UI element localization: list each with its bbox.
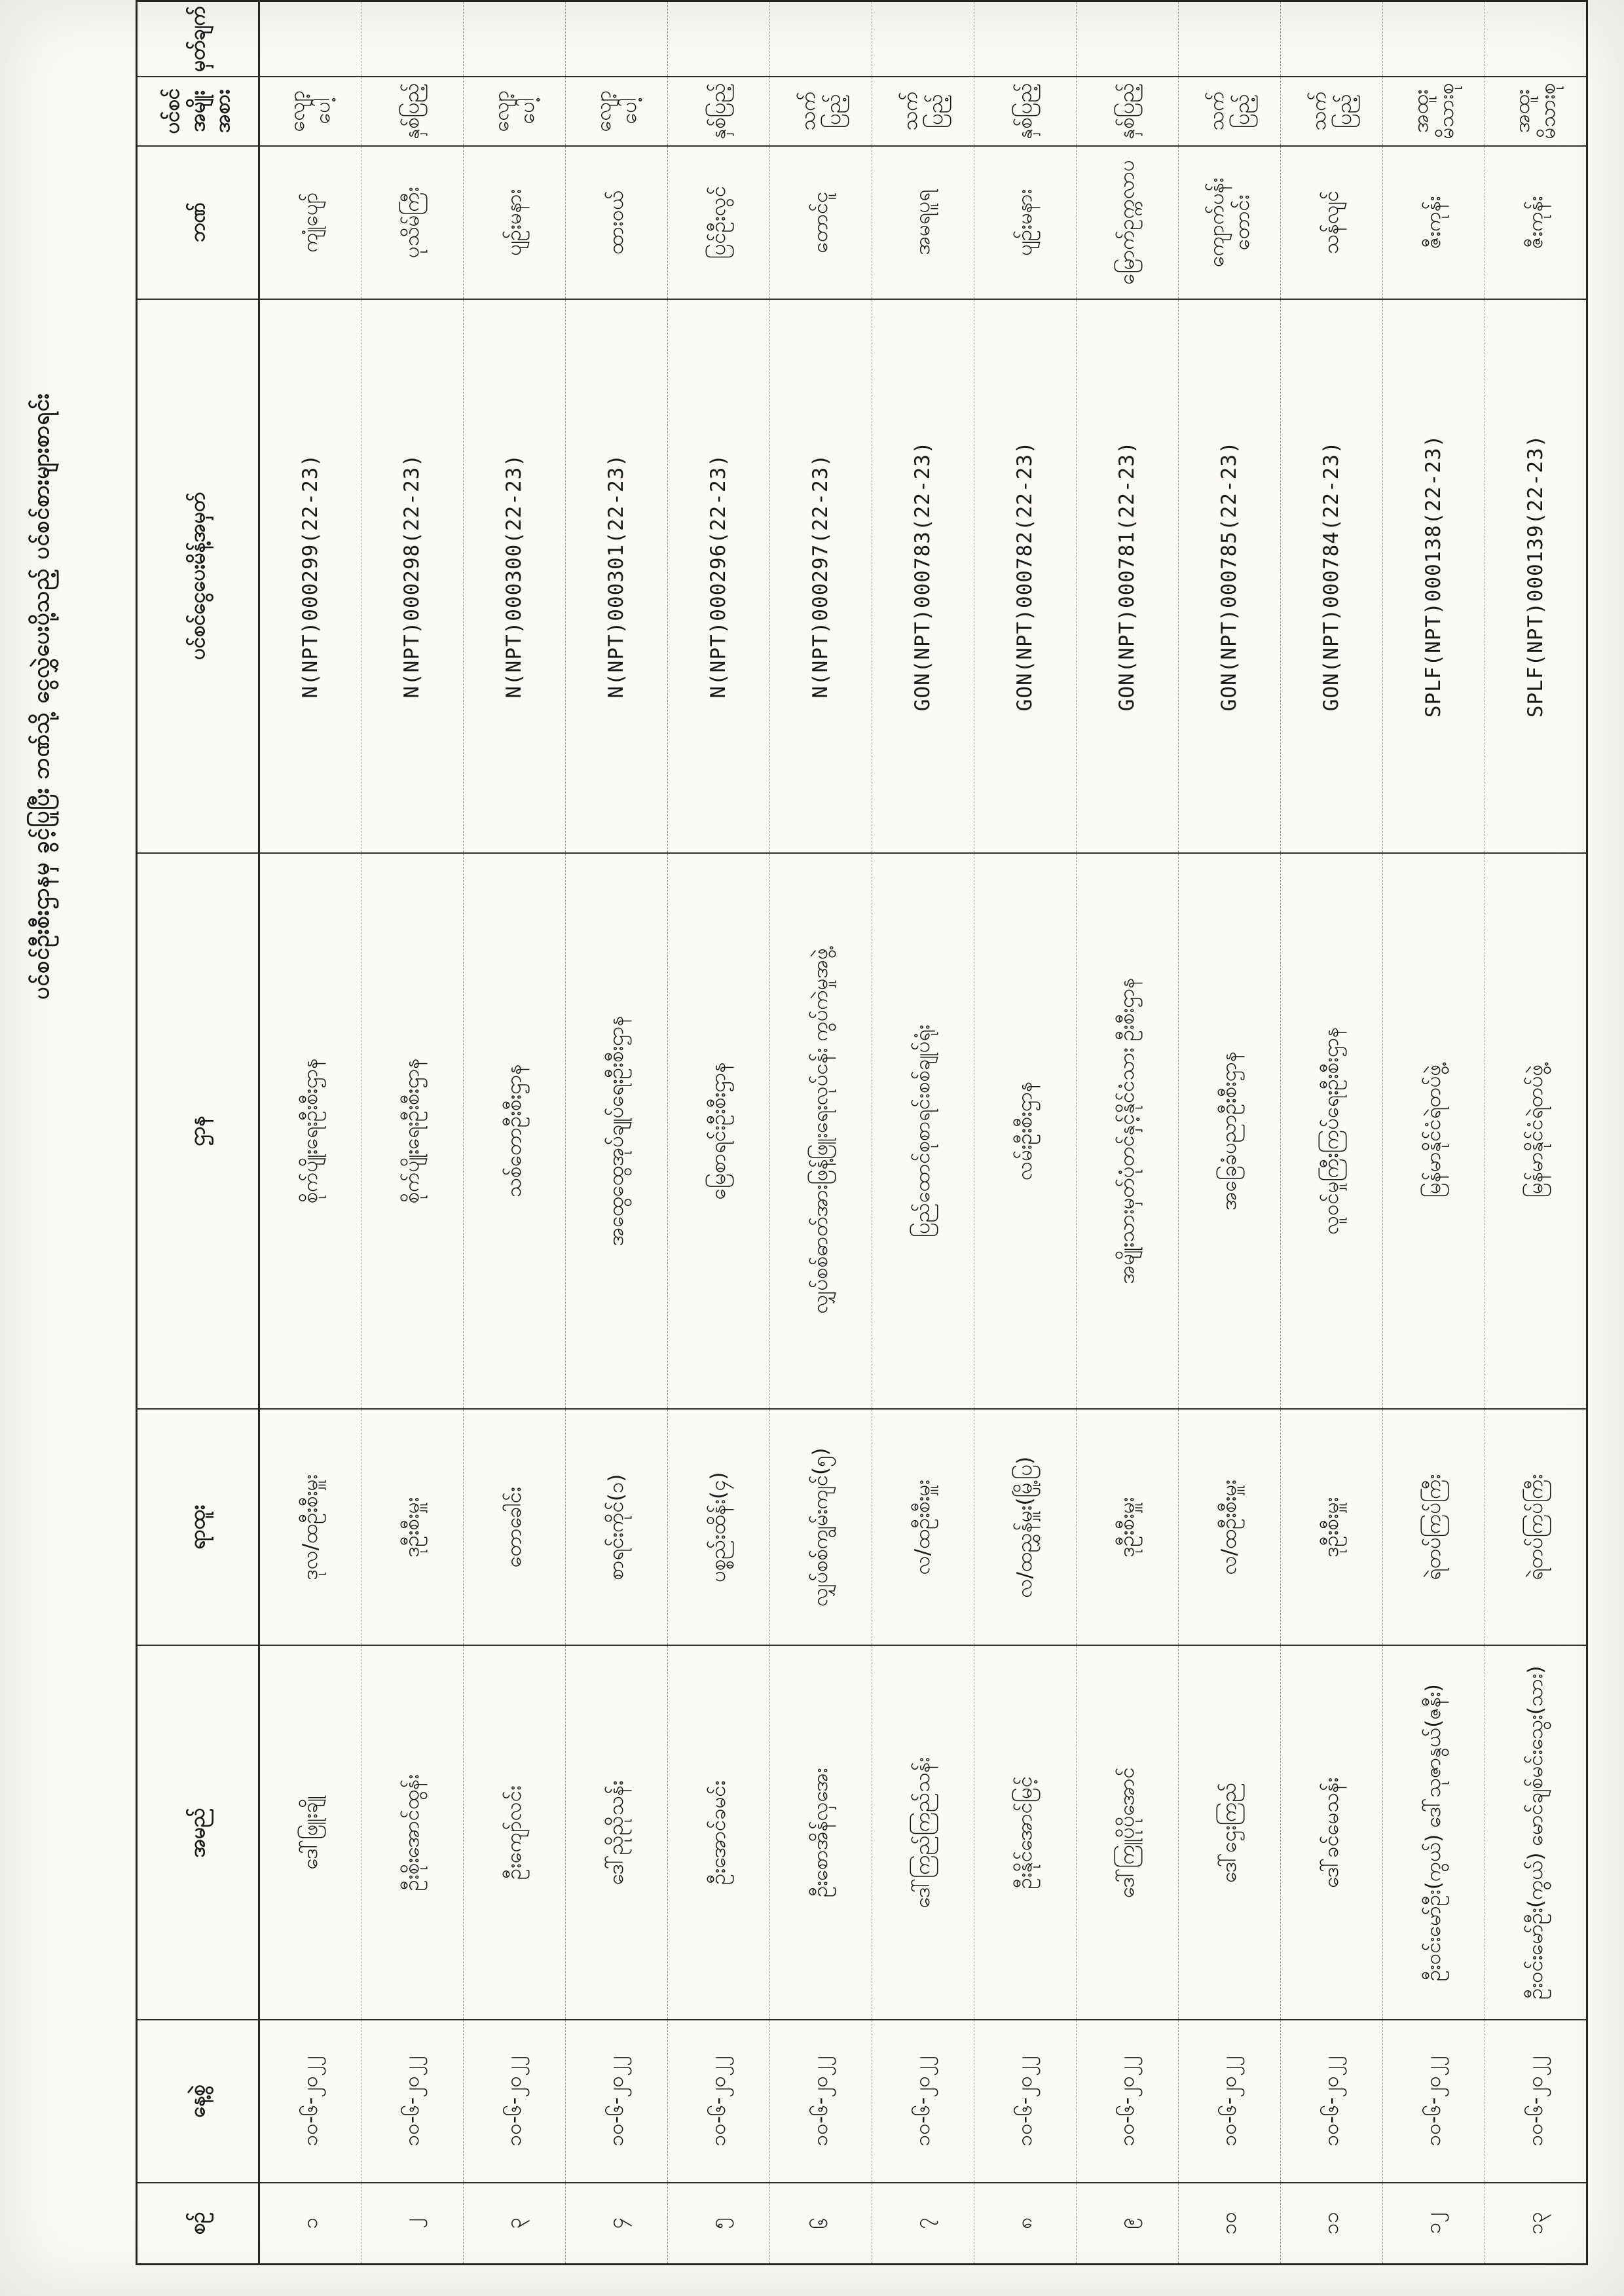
cell-license: N(NPT)000296(22-23) — [668, 299, 770, 853]
col-header-bank: ဘဏ် — [137, 146, 259, 299]
cell-position: လျှပ်စစ်ကျွမ်းကျင်(၅) — [770, 1409, 872, 1645]
col-header-date: နေ့စွဲ — [137, 2020, 259, 2183]
table-row — [872, 1, 974, 2265]
cell-date: ၁၀-၆-၂၀၂၂ — [1179, 2020, 1281, 2183]
cell-bank: ကျုံပျော် — [259, 146, 361, 299]
table-row — [974, 1, 1077, 2265]
table-row — [361, 1, 464, 2265]
cell-type: နှစ်ပြည့် — [668, 77, 770, 146]
cell-name: ဦးဝင်းမော်ဦး(ကွယ်) မောင်ချစ်မင်းသွေး(သား) — [1485, 1645, 1587, 2020]
cell-position: ဒုဦးစီးမှူး — [1077, 1409, 1179, 1645]
cell-remark — [1179, 1, 1281, 77]
cell-dept: သစ်တောဦးစီးဌာန — [464, 853, 566, 1409]
table-row — [1485, 1, 1587, 2265]
cell-license: N(NPT)000299(22-23) — [259, 299, 361, 853]
cell-license: N(NPT)000297(22-23) — [770, 299, 872, 853]
cell-type: သက်ပြည့် — [872, 77, 974, 146]
cell-no: ၁၁ — [1281, 2183, 1383, 2265]
cell-position: ဒုဦးစီးမှူး — [1281, 1409, 1383, 1645]
pension-table — [136, 0, 1588, 2265]
cell-bank: မြောက်ဥက္ကလာပ — [1077, 146, 1179, 299]
cell-remark — [770, 1, 872, 77]
col-header-name: အမည် — [137, 1645, 259, 2020]
cell-name: ဦးစိုးအောင်ထွန်း — [361, 1645, 464, 2020]
cell-remark — [259, 1, 361, 77]
col-header-dept: ဌာန — [137, 853, 259, 1409]
cell-date: ၁၀-၆-၂၀၂၂ — [1383, 2020, 1485, 2183]
cell-license: SPLF(NPT)000138(22-23) — [1383, 299, 1485, 853]
cell-name: ဒေါ်ညိုညိုသန်း — [566, 1645, 668, 2020]
cell-type: နှစ်ပြည့် — [361, 77, 464, 146]
cell-no: ၂ — [361, 2183, 464, 2265]
cell-dept: လူဝင်မှုကြီးကြပ်ရေးဦးစီးဌာန — [1281, 853, 1383, 1409]
cell-dept: စိုက်ပျိုးရေးဦးစီးဌာန — [259, 853, 361, 1409]
cell-no: ၈ — [974, 2183, 1077, 2265]
cell-bank: ဇီးကုန်း — [1383, 146, 1485, 299]
table-row — [770, 1, 872, 2265]
cell-license: GON(NPT)000782(22-23) — [974, 299, 1077, 853]
header-row — [137, 1, 259, 2265]
cell-dept: မြန်မာနိုင်ငံရဲတပ်ဖွဲ့ — [1485, 853, 1587, 1409]
cell-remark — [1485, 1, 1587, 77]
cell-type: လျော့ပေါ့ — [259, 77, 361, 146]
cell-position: ရဲတပ်ကြပ်ကြီး — [1383, 1409, 1485, 1645]
cell-date: ၁၀-၆-၂၀၂၂ — [566, 2020, 668, 2183]
cell-type: သက်ပြည့် — [1179, 77, 1281, 146]
cell-date: ၁၀-၆-၂၀၂၂ — [464, 2020, 566, 2183]
cell-date: ၁၀-၆-၂၀၂၂ — [1281, 2020, 1383, 2183]
cell-dept: လမ်းဦးစီးဌာန — [974, 853, 1077, 1409]
cell-dept: အခြေခံပညာဦးစီးဌာန — [1179, 853, 1281, 1409]
cell-bank: တောင်ငူ — [770, 146, 872, 299]
cell-no: ၁၂ — [1383, 2183, 1485, 2265]
table-row — [1077, 1, 1179, 2265]
cell-bank: သန်လျင် — [1281, 146, 1383, 299]
cell-dept: ပြည်ထောင်စုစာရင်းစစ်ချုပ်ရုံး — [872, 853, 974, 1409]
cell-name: ဦးကျော်လင်း — [464, 1645, 566, 2020]
cell-bank: အမရပူရ — [872, 146, 974, 299]
cell-name: ဦးအောင်ခမင်း — [668, 1645, 770, 2020]
cell-no: ၄ — [566, 2183, 668, 2265]
cell-name: ဦးဝင်းမော်ဦး(ကွယ်) ဒေါ်သုဇာနွယ်(ဇနီး) — [1383, 1645, 1485, 2020]
cell-type: သက်ပြည့် — [1281, 77, 1383, 146]
table-row — [1179, 1, 1281, 2265]
cell-bank: ပျဉ်းမနား — [464, 146, 566, 299]
cell-no: ၁၃ — [1485, 2183, 1587, 2265]
cell-date: ၁၀-၆-၂၀၂၂ — [770, 2020, 872, 2183]
cell-bank: ကျောက်ပန်းတောင်း — [1179, 146, 1281, 299]
cell-no: ၉ — [1077, 2183, 1179, 2265]
cell-position: ဒုဦးစီးမှူး — [361, 1409, 464, 1645]
cell-dept: အထွေထွေအုပ်ချုပ်ရေးဦးစီးဌာန — [566, 853, 668, 1409]
cell-no: ၇ — [872, 2183, 974, 2265]
table-row — [1281, 1, 1383, 2265]
cell-dept: အမျိုးသားမှတ်ပုံတင်နှင့်နိုင်ငံသား ဦးစီးဌာန — [1077, 853, 1179, 1409]
cell-name: ဒေါ်ဖြူးချို — [259, 1645, 361, 2020]
cell-position: လ/ထညွှန်မှူး(မြို့ပြ) — [974, 1409, 1077, 1645]
cell-name: ဦးနိုင်အောင်မြင့် — [974, 1645, 1077, 2020]
cell-bank: ပုသိမ်ကြီး — [361, 146, 464, 299]
cell-date: ၁၀-၆-၂၀၂၂ — [668, 2020, 770, 2183]
cell-name: ဒေါ်ခင်မေသန်း — [1281, 1645, 1383, 2020]
table-row — [259, 1, 361, 2265]
cell-dept: မြေစာရင်းဦးစီးဌာန — [668, 853, 770, 1409]
cell-remark — [464, 1, 566, 77]
cell-type: နှစ်ပြည့် — [974, 77, 1077, 146]
cell-position: ဒုလ/ထဦးစီးမှူး — [259, 1409, 361, 1645]
cell-remark — [1281, 1, 1383, 77]
cell-license: N(NPT)000301(22-23) — [566, 299, 668, 853]
cell-license: GON(NPT)000784(22-23) — [1281, 299, 1383, 853]
col-header-type: ပင်စင်အမျိုးအစား — [137, 77, 259, 146]
cell-bank: ထားဝယ် — [566, 146, 668, 299]
cell-date: ၁၀-၆-၂၀၂၂ — [259, 2020, 361, 2183]
cell-position: လ/ထဦးစီးမှူး — [872, 1409, 974, 1645]
cell-position: စာရင်းကိုင်(၁) — [566, 1409, 668, 1645]
table-row — [566, 1, 668, 2265]
cell-license: N(NPT)000298(22-23) — [361, 299, 464, 853]
cell-name: ဒေါ်ဌေးကြည် — [1179, 1645, 1281, 2020]
cell-position: ရဲတပ်ကြပ်ကြီး — [1485, 1409, 1587, 1645]
cell-type: လျော့ပေါ့ — [566, 77, 668, 146]
cell-remark — [361, 1, 464, 77]
cell-license: GON(NPT)000785(22-23) — [1179, 299, 1281, 853]
cell-no: ၆ — [770, 2183, 872, 2265]
table-row — [1383, 1, 1485, 2265]
col-header-no: စဉ် — [137, 2183, 259, 2265]
cell-position: တောခေါင်း — [464, 1409, 566, 1645]
cell-date: ၁၀-၆-၂၀၂၂ — [1485, 2020, 1587, 2183]
cell-date: ၁၀-၆-၂၀၂၂ — [1077, 2020, 1179, 2183]
cell-license: GON(NPT)000783(22-23) — [872, 299, 974, 853]
table-row — [464, 1, 566, 2265]
cell-dept: လျှပ်စစ်ဓာတ်အားဖြန့်ဖြူးရေးလုပ်ငန်း ကွပ်ကဲမှုအဖွဲ့ — [770, 853, 872, 1409]
cell-bank: ဇီးကုန်း — [1485, 146, 1587, 299]
cell-remark — [974, 1, 1077, 77]
cell-type: အထူး မိသားစု — [1383, 77, 1485, 146]
cell-type: နှစ်ပြည့် — [1077, 77, 1179, 146]
cell-dept: စိုက်ပျိုးရေးဦးစီးဌာန — [361, 853, 464, 1409]
cell-no: ၅ — [668, 2183, 770, 2265]
cell-license: GON(NPT)000781(22-23) — [1077, 299, 1179, 853]
cell-remark — [668, 1, 770, 77]
col-header-license: ပင်စင်ငွေပေးမိန့်အမှတ် — [137, 299, 259, 853]
cell-remark — [1383, 1, 1485, 77]
cell-type: လျော့ပေါ့ — [464, 77, 566, 146]
table-body — [259, 1, 1587, 2265]
cell-no: ၃ — [464, 2183, 566, 2265]
cell-license: N(NPT)000300(22-23) — [464, 299, 566, 853]
document-title: ပင်စင်ဦးစီးဌာနမှ ခွင့်ပြုပြီး ဘဏ်သို့ ငွေလွှဲပေးပို့သည့် ပင်စင်စားများစာရင်း — [28, 393, 54, 1000]
cell-no: ၁၀ — [1179, 2183, 1281, 2265]
cell-remark — [566, 1, 668, 77]
cell-date: ၁၀-၆-၂၀၂၂ — [872, 2020, 974, 2183]
cell-bank: ပျဉ်းမနား — [974, 146, 1077, 299]
cell-dept: မြန်မာနိုင်ငံရဲတပ်ဖွဲ့ — [1383, 853, 1485, 1409]
cell-date: ၁၀-၆-၂၀၂၂ — [974, 2020, 1077, 2183]
cell-name: ဒေါ်ကြည်ကြည်သန်း — [872, 1645, 974, 2020]
cell-position: လ/ထဦးစီးမှူး — [1179, 1409, 1281, 1645]
cell-type: သက်ပြည့် — [770, 77, 872, 146]
cell-name: ဦးစောအိန်လှအေး — [770, 1645, 872, 2020]
cell-no: ၁ — [259, 2183, 361, 2265]
cell-type: အထူး မိသားစု — [1485, 77, 1587, 146]
cell-position: ပစ္စည်းထိန်း(၄) — [668, 1409, 770, 1645]
table-row — [668, 1, 770, 2265]
cell-date: ၁၀-၆-၂၀၂၂ — [361, 2020, 464, 2183]
col-header-remark: မှတ်ချက် — [137, 1, 259, 77]
cell-remark — [872, 1, 974, 77]
cell-name: ဒေါ်ကြူပိုပိုအောင် — [1077, 1645, 1179, 2020]
cell-bank: ပြင်ဦးလွင် — [668, 146, 770, 299]
cell-remark — [1077, 1, 1179, 77]
cell-license: SPLF(NPT)000139(22-23) — [1485, 299, 1587, 853]
col-header-position: ရာထူး — [137, 1409, 259, 1645]
